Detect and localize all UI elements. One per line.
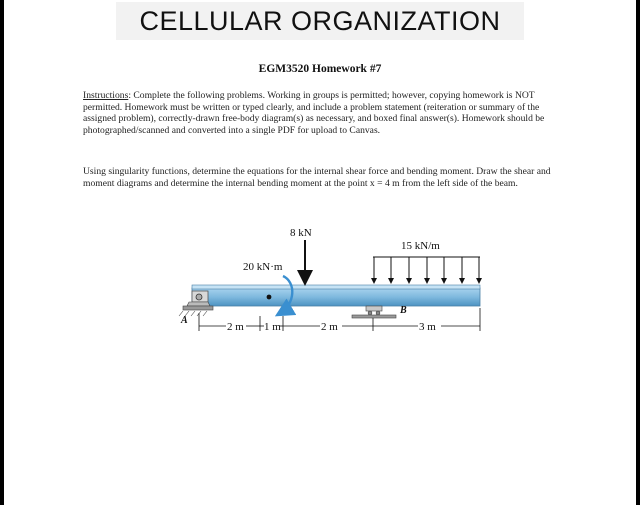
beam	[192, 285, 480, 306]
distributed-load-arrows	[373, 257, 480, 283]
problem-statement: Using singularity functions, determine the equations for the internal shear force and bending moment. Draw the shear and moment diagrams and determine the internal bending moment at the point x = 4 m from the left side of the beam.	[83, 166, 551, 189]
instructions-label: Instructions	[83, 90, 129, 101]
point-load-label: 8 kN	[290, 227, 312, 239]
dimension-label-1: 2 m	[227, 321, 244, 333]
banner-title: CELLULAR ORGANIZATION	[139, 5, 501, 36]
instructions-text: : Complete the following problems. Working in groups is permitted; however, copying homework is NOT permitted. Homework must be written or typed clearly, and include a problem statement (reiteration or summary of the assigned problem), correctly-drawn free-body diagram(s) as necessary, and boxed final answer(s). Homework should be photographed/scanned and converted into a single PDF for upload to Canvas.	[83, 90, 545, 136]
dimension-label-4: 3 m	[419, 321, 436, 333]
distributed-load-label: 15 kN/m	[401, 240, 440, 252]
dimension-label-2: 1 m	[264, 321, 281, 333]
pin-support-a	[179, 291, 213, 316]
couple-moment-label: 20 kN·m	[243, 261, 283, 273]
dimension-label-3: 2 m	[321, 321, 338, 333]
roller-support-b	[352, 306, 396, 318]
label-b: B	[400, 305, 407, 316]
label-a: A	[181, 315, 188, 326]
right-edge	[636, 0, 640, 505]
homework-heading: EGM3520 Homework #7	[258, 63, 382, 75]
left-edge	[0, 0, 4, 505]
